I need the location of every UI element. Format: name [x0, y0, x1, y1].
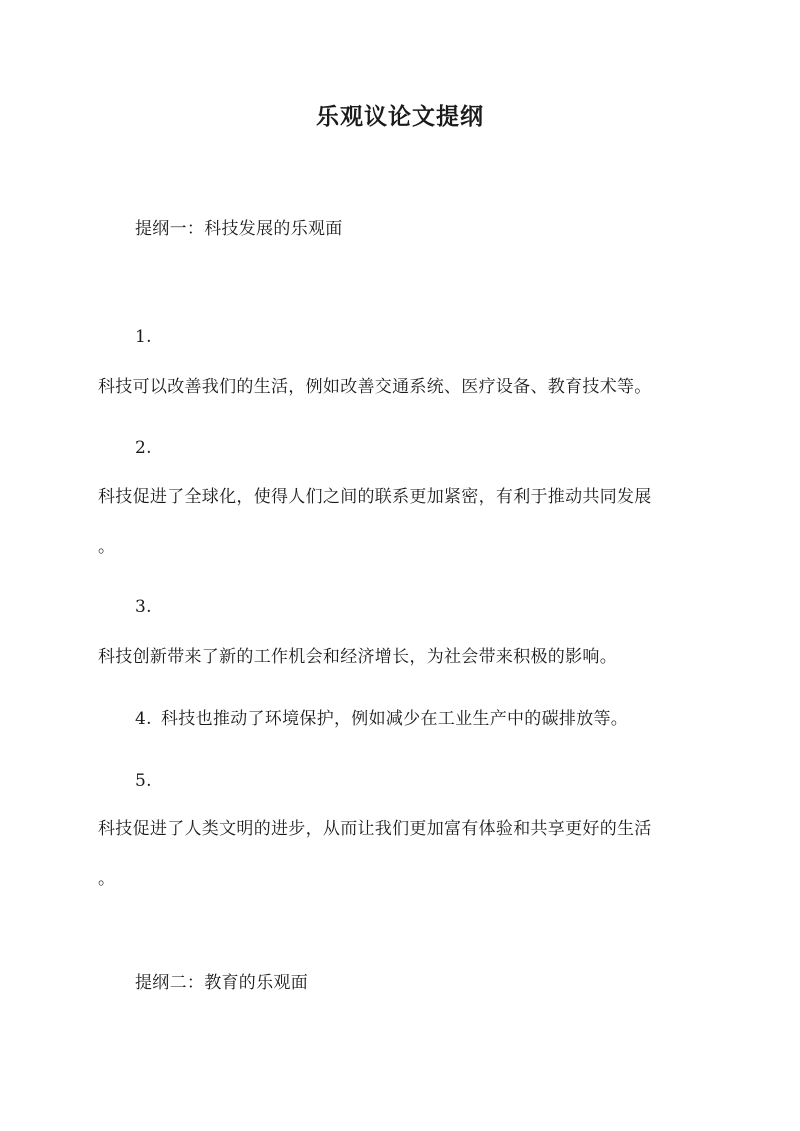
item-text-5: 科技促进了人类文明的进步，从而让我们更加富有体验和共享更好的生活 [98, 819, 652, 839]
item-text-3: 科技创新带来了新的工作机会和经济增长，为社会带来积极的影响。 [98, 647, 617, 667]
section-heading-1: 提纲一：科技发展的乐观面 [135, 219, 343, 239]
item-number-3: 3. [135, 597, 152, 617]
item-text-4: 科技也推动了环境保护，例如减少在工业生产中的碳排放等。 [161, 709, 629, 729]
item-number-1: 1. [135, 327, 152, 347]
item-number-5: 5. [135, 771, 152, 791]
item-text-1: 科技可以改善我们的生活，例如改善交通系统、医疗设备、教育技术等。 [98, 377, 652, 397]
item-number-4: 4. [135, 709, 152, 729]
item-text-2: 科技促进了全球化，使得人们之间的联系更加紧密，有利于推动共同发展 [98, 487, 652, 507]
item-text-2-continued: 。 [98, 537, 116, 557]
section-heading-2: 提纲二：教育的乐观面 [135, 973, 308, 993]
item-text-5-continued: 。 [98, 869, 116, 889]
document-title: 乐观议论文提纲 [316, 103, 484, 130]
item-number-2: 2. [135, 438, 152, 458]
